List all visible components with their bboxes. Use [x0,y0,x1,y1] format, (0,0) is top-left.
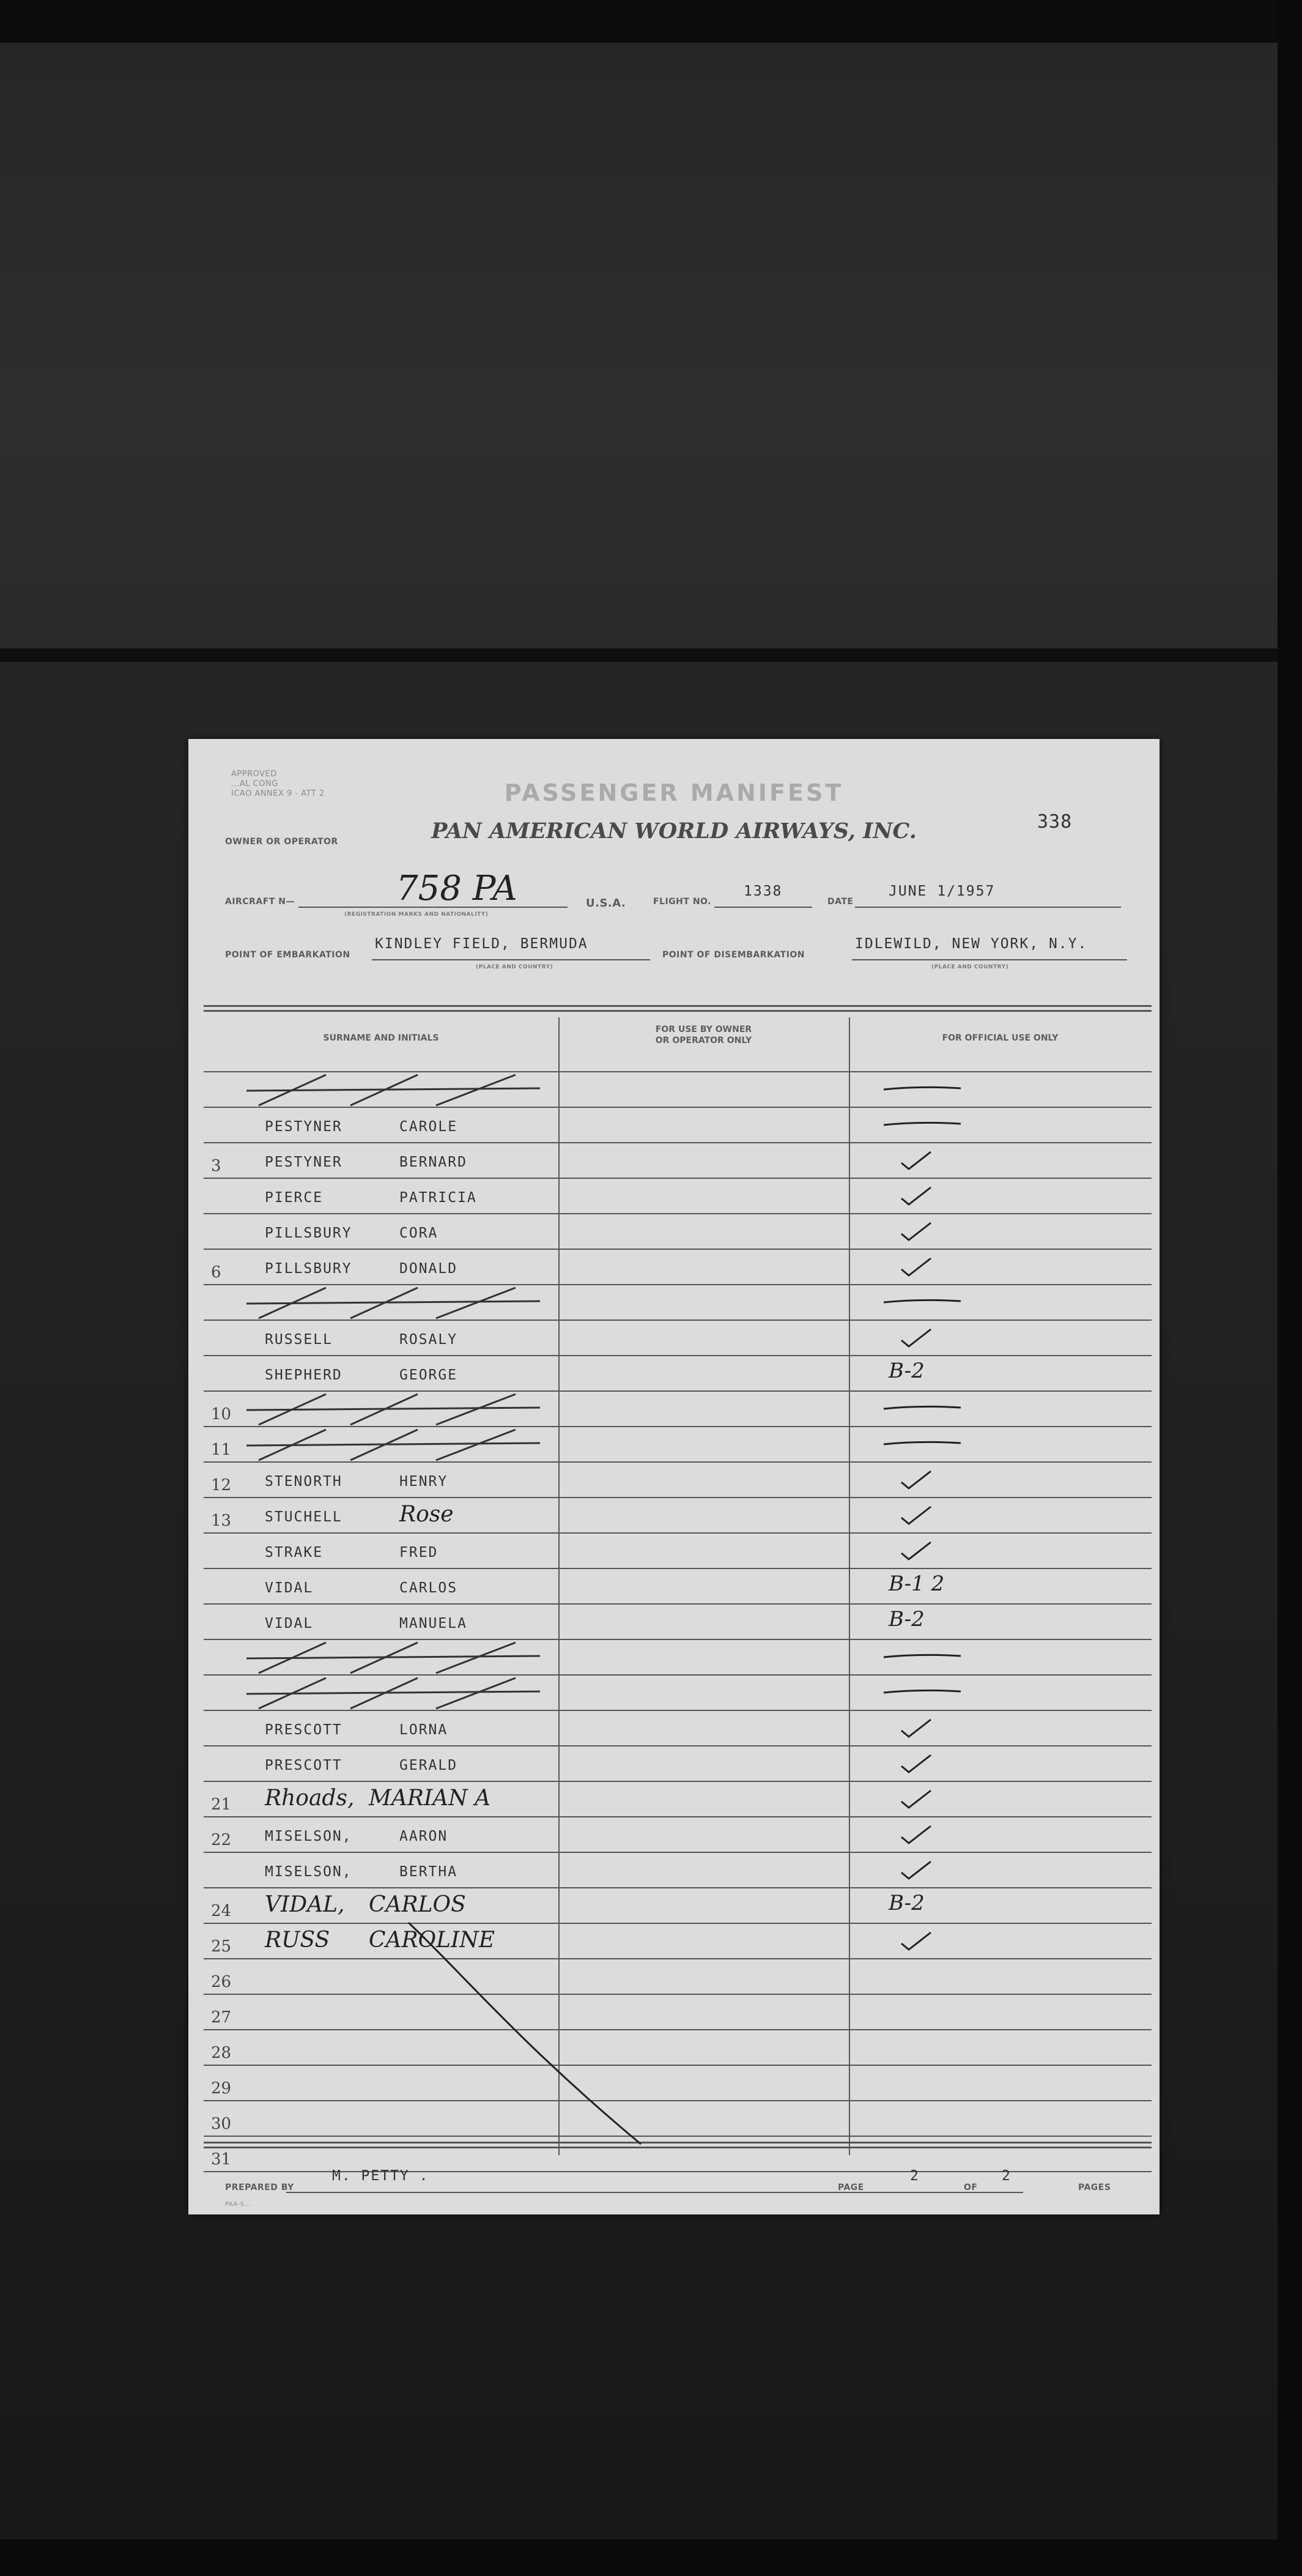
passenger-surname: PILLSBURY [265,1225,352,1241]
embarkation-label: POINT OF EMBARKATION [225,950,350,960]
passenger-given-name: Rose [399,1502,454,1527]
form-code: PAA-S... [225,2201,251,2208]
header-surname: SURNAME AND INITIALS [323,1033,439,1043]
passenger-surname: STENORTH [265,1474,342,1490]
passenger-given-name: AARON [399,1828,448,1844]
film-seam [0,648,1302,662]
row-number: 28 [211,2044,232,2062]
passenger-surname: VIDAL, [265,1892,345,1917]
approval-stamp-line-3: ICAO ANNEX 9 - ATT 2 [231,789,325,798]
passenger-given-name: CAROLE [399,1119,458,1135]
official-note: B-1 2 [889,1572,945,1596]
passenger-surname: VIDAL [265,1616,314,1631]
passenger-given-name: FRED [399,1545,438,1561]
sheet-number: 338 [1037,811,1073,833]
passenger-surname: RUSSELL [265,1332,333,1348]
approval-stamp-line-1: APPROVED [231,770,277,779]
of-label: OF [964,2183,978,2192]
passenger-surname: RUSS [265,1928,330,1953]
owner-label: OWNER OR OPERATOR [225,837,338,847]
aircraft-number: 758 PA [396,869,517,908]
disembarkation-label: POINT OF DISEMBARKATION [662,950,805,960]
date-underline [855,907,1121,908]
passenger-given-name: CARLOS [399,1580,458,1596]
page-number: 2 [910,2168,920,2184]
passenger-manifest-form [188,739,1160,2214]
passenger-surname: PRESCOTT [265,1722,342,1738]
passenger-given-name: HENRY [399,1474,448,1490]
passenger-given-name: PATRICIA [399,1190,477,1206]
passenger-given-name: GERALD [399,1758,458,1773]
official-note: B-2 [889,1607,925,1631]
aircraft-sublabel: (REGISTRATION MARKS AND NATIONALITY) [344,911,489,918]
passenger-surname: SHEPHERD [265,1367,342,1383]
row-number: 10 [211,1405,232,1423]
flight-label: FLIGHT NO. [653,897,711,907]
passenger-given-name: BERNARD [399,1154,467,1170]
embarkation-underline [372,959,650,960]
passenger-given-name: LORNA [399,1722,448,1738]
row-number: 21 [211,1795,232,1814]
row-number: 26 [211,1973,232,1991]
page-total: 2 [1002,2168,1012,2184]
pages-label: PAGES [1078,2183,1111,2192]
page-label: PAGE [838,2183,864,2192]
passenger-surname: PESTYNER [265,1119,342,1135]
header-owner-line-1: FOR USE BY OWNER [655,1025,752,1034]
passenger-given-name: DONALD [399,1261,458,1277]
passenger-given-name: BERTHA [399,1864,458,1880]
row-number: 30 [211,2115,232,2133]
row-number: 31 [211,2150,232,2169]
passenger-given-name: ROSALY [399,1332,458,1348]
embarkation-value: KINDLEY FIELD, BERMUDA [375,936,588,952]
prepared-by-label: PREPARED BY [225,2183,294,2192]
row-number: 29 [211,2079,232,2098]
disembarkation-sublabel: (PLACE AND COUNTRY) [931,964,1009,970]
passenger-surname: STRAKE [265,1545,324,1561]
row-number: 3 [211,1157,221,1175]
usa-label: U.S.A. [586,897,626,910]
aircraft-label: AIRCRAFT N— [225,897,295,907]
disembarkation-underline [852,959,1127,960]
flight-number: 1338 [744,883,783,899]
passenger-surname: MISELSON, [265,1828,352,1844]
closing-diagonal-stroke [204,1005,1152,2155]
disembarkation-value: IDLEWILD, NEW YORK, N.Y. [855,936,1088,952]
passenger-table [204,1005,1152,2169]
approval-stamp-line-2: ...AL CONG [231,779,278,789]
form-title: PASSENGER MANIFEST [504,779,844,806]
row-number: 24 [211,1902,232,1920]
passenger-given-name: CORA [399,1225,438,1241]
passenger-given-name: MARIAN A [369,1786,491,1811]
film-top-edge [0,0,1302,43]
company-name: PAN AMERICAN WORLD AIRWAYS, INC. [431,818,917,844]
passenger-given-name: MANUELA [399,1616,467,1631]
embarkation-sublabel: (PLACE AND COUNTRY) [476,964,553,970]
passenger-given-name: GEORGE [399,1367,458,1383]
passenger-surname: PIERCE [265,1190,324,1206]
upper-film-strip [0,24,1302,661]
passenger-surname: STUCHELL [265,1509,342,1525]
row-number: 25 [211,1937,232,1956]
prepared-by-value: M. PETTY . [332,2168,429,2184]
row-number: 22 [211,1831,232,1849]
official-note: B-2 [889,1891,925,1915]
row-number: 12 [211,1476,232,1494]
header-owner-line-2: OR OPERATOR ONLY [655,1036,752,1045]
passenger-given-name: CAROLINE [369,1928,495,1953]
passenger-surname: MISELSON, [265,1864,352,1880]
row-number: 11 [211,1441,232,1459]
prepared-underline [286,2192,1023,2193]
flight-date: JUNE 1/1957 [889,883,996,899]
passenger-given-name: CARLOS [369,1892,466,1917]
passenger-surname: Rhoads, [265,1786,355,1811]
official-note: B-2 [889,1359,925,1383]
flight-underline [714,907,812,908]
header-official: FOR OFFICIAL USE ONLY [942,1033,1059,1043]
passenger-surname: VIDAL [265,1580,314,1596]
film-bottom-edge [0,2539,1302,2576]
row-number: 13 [211,1512,232,1530]
date-label: DATE [827,897,854,907]
passenger-surname: PRESCOTT [265,1758,342,1773]
row-number: 6 [211,1263,221,1282]
row-number: 27 [211,2008,232,2027]
film-right-edge [1278,0,1302,2576]
passenger-surname: PESTYNER [265,1154,342,1170]
passenger-surname: PILLSBURY [265,1261,352,1277]
